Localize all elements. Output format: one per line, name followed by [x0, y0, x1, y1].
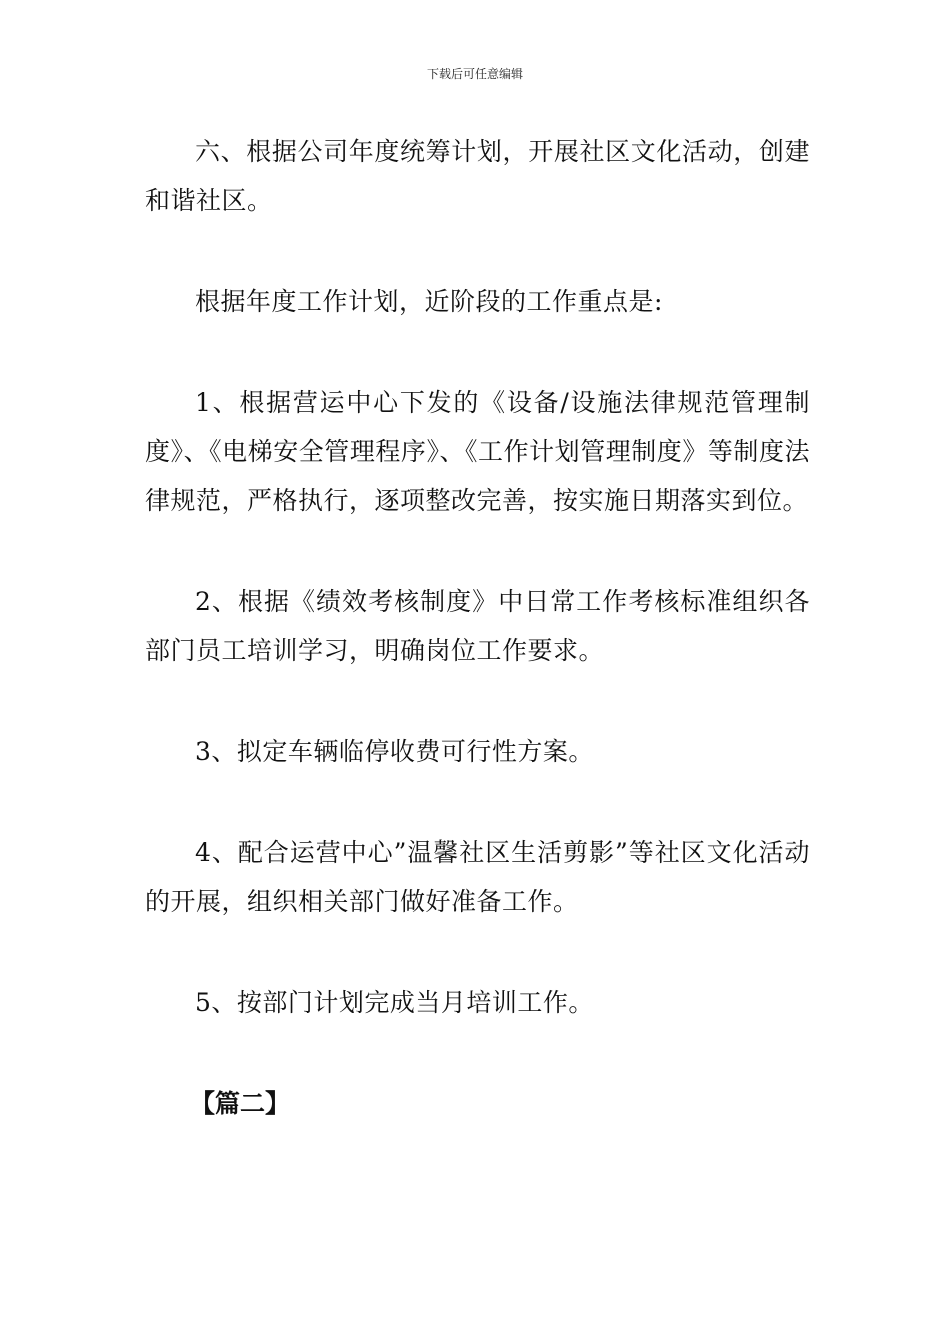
- document-body: [145, 127, 810, 1128]
- paragraph-item-six: 六、根据公司年度统筹计划，开展社区文化活动，创建和谐社区。: [145, 137, 810, 215]
- paragraph-work-focus-intro: 根据年度工作计划，近阶段的工作重点是:: [195, 287, 663, 316]
- paragraph-spacer: [145, 525, 810, 577]
- paragraph-spacer: [145, 225, 810, 277]
- paragraph-spacer: [145, 326, 810, 378]
- paragraph-spacer: [145, 1027, 810, 1079]
- page-header-note: 下载后可任意编辑: [426, 67, 523, 81]
- paragraph-spacer: [145, 926, 810, 978]
- paragraph-point-1: 1、根据营运中心下发的《设备/设施法律规范管理制度》、《电梯安全管理程序》、《工作计划管理制度》等制度法律规范，严格执行，逐项整改完善，按实施日期落实到位。: [145, 388, 810, 515]
- paragraph-point-2: 2、根据《绩效考核制度》中日常工作考核标准组织各部门员工培训学习，明确岗位工作要求。: [145, 587, 810, 665]
- paragraph-spacer: [145, 675, 810, 727]
- paragraph-point-3: 3、拟定车辆临停收费可行性方案。: [195, 737, 594, 766]
- section-heading: 【篇二】: [190, 1089, 291, 1118]
- paragraph-point-5: 5、按部门计划完成当月培训工作。: [195, 988, 594, 1017]
- paragraph-spacer: [145, 776, 810, 828]
- paragraph-point-4: 4、配合运营中心”温馨社区生活剪影”等社区文化活动的开展，组织相关部门做好准备工作。: [145, 838, 810, 916]
